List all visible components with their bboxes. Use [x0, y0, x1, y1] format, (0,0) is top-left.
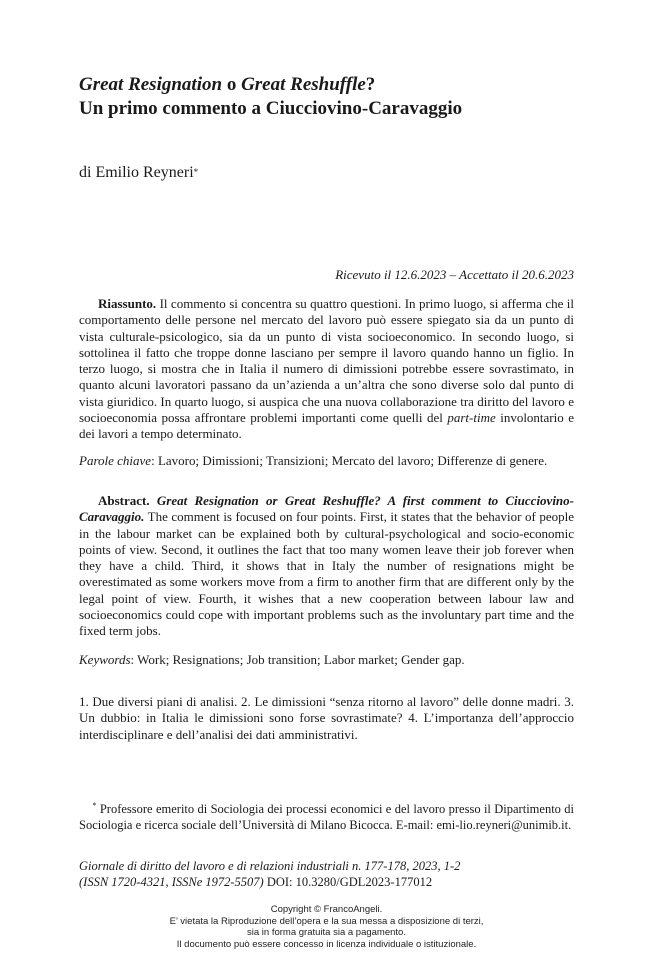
abstract-paragraph [79, 493, 574, 640]
received-accepted-dates: Ricevuto il 12.6.2023 – Accettato il 20.6.2023 [335, 267, 574, 282]
title-great-reshuffle: Great Reshuffle [241, 74, 366, 95]
title-line-2: Un primo commento a Ciucciovino-Caravaggio [79, 98, 463, 119]
copyright-line-2: E’ vietata la Riproduzione dell’opera e la sua messa a disposizione di terzi, [169, 915, 484, 927]
title-question-mark: ? [365, 74, 376, 95]
copyright-notice [79, 904, 574, 950]
copyright-line-3: sia in forma gratuita sia a pagamento. [247, 927, 406, 938]
parole-chiave-text: : Lavoro; Dimissioni; Transizioni; Mercato del lavoro; Differenze di genere. [151, 453, 548, 468]
journal-citation [79, 858, 574, 890]
author-name: di Emilio Reyneri [79, 164, 194, 181]
journal-issn: (ISSN 1720-4321, ISSNe 1972-5507) [79, 875, 264, 889]
title-line-1 [79, 73, 574, 97]
title-great-resignation: Great Resignation [79, 74, 223, 95]
abstract-text: The comment is focused on four points. First, it states that the behavior of people in the labour market can be explained both by cultural-psychological and socio-economic points of view. Second, it outlines the fact that too many women leave their job forever when they have a child. Third, it shows that in Italy the number of resignations might be overestimated as some workers move from a firm to another firm that are different only by the legal point of view. Fourth, it wishes that a new cooperation between labour law and socioeconomics could cope with important problems such as the involuntary part time and the fixed term jobs. [79, 509, 574, 639]
article-title [79, 73, 574, 121]
abstract-title: Great Resignation or Great Reshuffle? A first comment to Ciucciovino-Caravaggio. [79, 493, 574, 525]
abstract-label: Abstract. [98, 493, 150, 508]
journal-doi: DOI: 10.3280/GDL2023-177012 [263, 875, 433, 889]
riassunto-text-a: Il commento si concentra su quattro questioni. In primo luogo, si afferma che il comportamento delle persone nel mercato del lavoro può essere spiegato sia da un punto di vista culturale-psicologico, sia da un punto di vista socioeconomico. In secondo luogo, si sottolinea il fatto che troppe donne lasciano per sempre il lavoro quando hanno un figlio. In terzo luogo, si mostra che in Italia il numero di dimissioni potrebbe essere sovrastimato, in quanto alcuni lavoratori passano da un’azienda a un’altra che sono diverse solo dal punto di vista giuridico. In quarto luogo, si auspica che una nuova collaborazione tra diritto del lavoro e socioeconomia possa affrontare problemi importanti come quelli del [79, 296, 574, 426]
copyright-line-1: Copyright © FrancoAngeli. [270, 904, 383, 915]
title-connector: o [222, 74, 242, 95]
author-footnote [79, 798, 574, 833]
parole-chiave-label: Parole chiave [79, 453, 152, 468]
keywords [79, 652, 574, 668]
footnote-mark: * [92, 801, 97, 810]
journal-line-1: Giornale di diritto del lavoro e di relazioni industriali n. 177-178, 2023, 1-2 [79, 859, 461, 873]
riassunto-text-b: involontario e dei lavori a tempo determinato. [79, 410, 574, 442]
riassunto-label: Riassunto. [98, 296, 157, 311]
author-line [79, 163, 574, 183]
section-index: 1. Due diversi piani di analisi. 2. Le dimissioni “senza ritorno al lavoro” delle donne madri. 3. Un dubbio: in Italia le dimissioni sono forse sovrastimate? 4. L’importanza dell’approccio interdisciplinare e dell’analisi dei dati amministrativi. [79, 694, 574, 742]
author-footnote-mark: * [193, 167, 199, 177]
riassunto-paragraph [79, 296, 574, 443]
riassunto-text-italic: part-time [447, 410, 496, 426]
footnote-text: Professore emerito di Sociologia dei processi economici e del lavoro presso il Dipartimento di Sociologia e ricerca sociale dell’Università di Milano Bicocca. E-mail: emi-lio.reyneri@unimib.it. [79, 802, 574, 833]
copyright-line-4: Il documento può essere concesso in licenza individuale o istituzionale. [176, 938, 477, 950]
parole-chiave [79, 453, 574, 469]
keywords-label: Keywords [79, 652, 131, 667]
keywords-text: : Work; Resignations; Job transition; Labor market; Gender gap. [130, 652, 465, 667]
